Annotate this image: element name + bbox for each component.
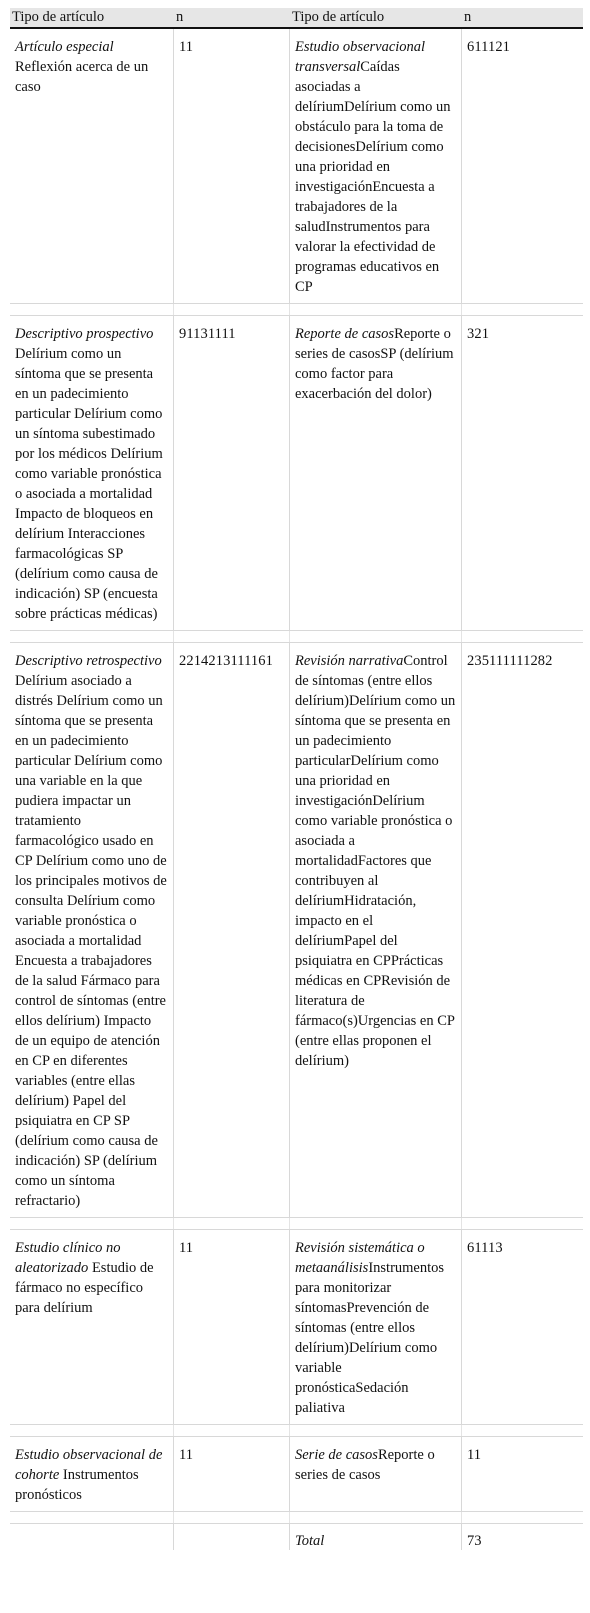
left-type-cell	[10, 29, 174, 303]
left-count-cell: 11	[174, 1230, 290, 1424]
article-topics: Delírium asociado a distrés Delírium como un síntoma que se presenta en un padecimiento particular Delírium como una variable en la que pudiera impactar un tratamiento farmacológico usado en CP Delírium como uno de los principales motivos de consulta Delírium como variable pronóstica o asociada a mortalidad Encuesta a trabajadores de la salud Fármaco para control de síntomas (entre ellos delírium) Impacto de un equipo de atención en CP en diferentes variables (entre ellas delírium) Papel del psiquiatra en CP SP (delírium como causa de indicación) SP (delírium como un síntoma refractario)	[15, 673, 167, 1209]
header-tipo-right: Tipo de artículo	[292, 9, 385, 25]
right-count-cell: 321	[467, 326, 490, 342]
right-count-cell: 11	[467, 1447, 482, 1463]
article-topics: Control de síntomas (entre ellos delírium)Delírium como un síntoma que se presenta en un padecimiento particularDelírium como una prioridad en investigaciónDelírium como variable pronóstica o asociada a mortalidadFactores que contribuyen al delíriumHidratación, impacto en el delíriumPapel del psiquiatra en CPPrácticas médicas en CPRevisión de literatura de fármaco(s)Urgencias en CP (entre ellas proponen el delírium)	[295, 653, 456, 1069]
table-row	[10, 643, 583, 1218]
row-separator	[10, 1512, 583, 1524]
row-separator	[10, 1218, 583, 1230]
table-header	[10, 8, 583, 29]
right-count-cell: 611121	[467, 39, 511, 55]
header-n-left: n	[176, 9, 184, 25]
left-count-cell: 11	[174, 1437, 290, 1511]
total-value: 73	[467, 1533, 482, 1549]
article-type: Serie de casos	[295, 1447, 378, 1463]
left-count-cell: 2214213111161	[174, 643, 290, 1217]
article-type: Artículo especial	[15, 39, 114, 55]
article-type: Revisión narrativa	[295, 653, 404, 669]
right-type-cell	[290, 643, 462, 1217]
left-count-cell: 11	[174, 29, 290, 303]
left-count-cell: 91131111	[174, 316, 290, 630]
header-n-right: n	[464, 9, 472, 25]
article-type: Estudio observacional de cohorte	[15, 1447, 163, 1483]
right-type-cell	[290, 1437, 462, 1511]
article-type: Estudio observacional transversal	[295, 39, 426, 75]
article-type: Estudio clínico no aleatorizado	[15, 1240, 121, 1276]
article-topics: Reporte o series de casos	[295, 1447, 435, 1483]
right-count-cell: 61113	[467, 1240, 503, 1256]
table-row	[10, 316, 583, 631]
row-separator	[10, 1425, 583, 1437]
article-topics: Instrumentos para monitorizar síntomasPrevención de síntomas (entre ellos delírium)Delírium como variable pronósticaSedación paliativa	[295, 1260, 445, 1416]
right-type-cell	[290, 1230, 462, 1424]
empty-cell	[174, 1524, 290, 1550]
left-type-cell	[10, 1230, 174, 1424]
article-type: Descriptivo prospectivo	[15, 326, 154, 342]
left-type-cell	[10, 316, 174, 630]
total-label: Total	[290, 1524, 462, 1550]
header-tipo-left: Tipo de artículo	[12, 9, 105, 25]
article-topics: Instrumentos pronósticos	[15, 1467, 139, 1503]
total-row	[10, 1524, 583, 1550]
right-type-cell	[290, 29, 462, 303]
article-topics: Delírium como un síntoma que se presenta en un padecimiento particular Delírium como un síntoma subestimado por los médicos Delírium como variable pronóstica o asociada a mortalidad Impacto de bloqueos en delírium Interacciones farmacológicas SP (delírium como causa de indicación) SP (encuesta sobre prácticas médicas)	[15, 346, 163, 622]
empty-cell	[10, 1524, 174, 1550]
article-topics: Caídas asociadas a delíriumDelírium como un obstáculo para la toma de decisionesDelírium como una prioridad en investigaciónEncuesta a trabajadores de la saludInstrumentos para valorar la efectividad de programas educativos en CP	[295, 59, 451, 295]
table-row	[10, 1437, 583, 1512]
left-type-cell	[10, 643, 174, 1217]
row-separator	[10, 304, 583, 316]
right-type-cell	[290, 316, 462, 630]
article-type: Descriptivo retrospectivo	[15, 653, 162, 669]
row-separator	[10, 631, 583, 643]
article-type-table	[10, 8, 583, 1550]
left-type-cell	[10, 1437, 174, 1511]
right-count-cell: 235111111282	[467, 653, 553, 669]
article-type: Reporte de casos	[295, 326, 395, 342]
article-topics: Reflexión acerca de un caso	[15, 59, 149, 95]
table-row	[10, 1230, 583, 1425]
article-topics: Estudio de fármaco no específico para delírium	[15, 1260, 154, 1316]
article-topics: Reporte o series de casosSP (delírium como factor para exacerbación del dolor)	[295, 326, 454, 402]
table-row	[10, 29, 583, 304]
article-type: Revisión sistemática o metaanálisis	[295, 1240, 425, 1276]
